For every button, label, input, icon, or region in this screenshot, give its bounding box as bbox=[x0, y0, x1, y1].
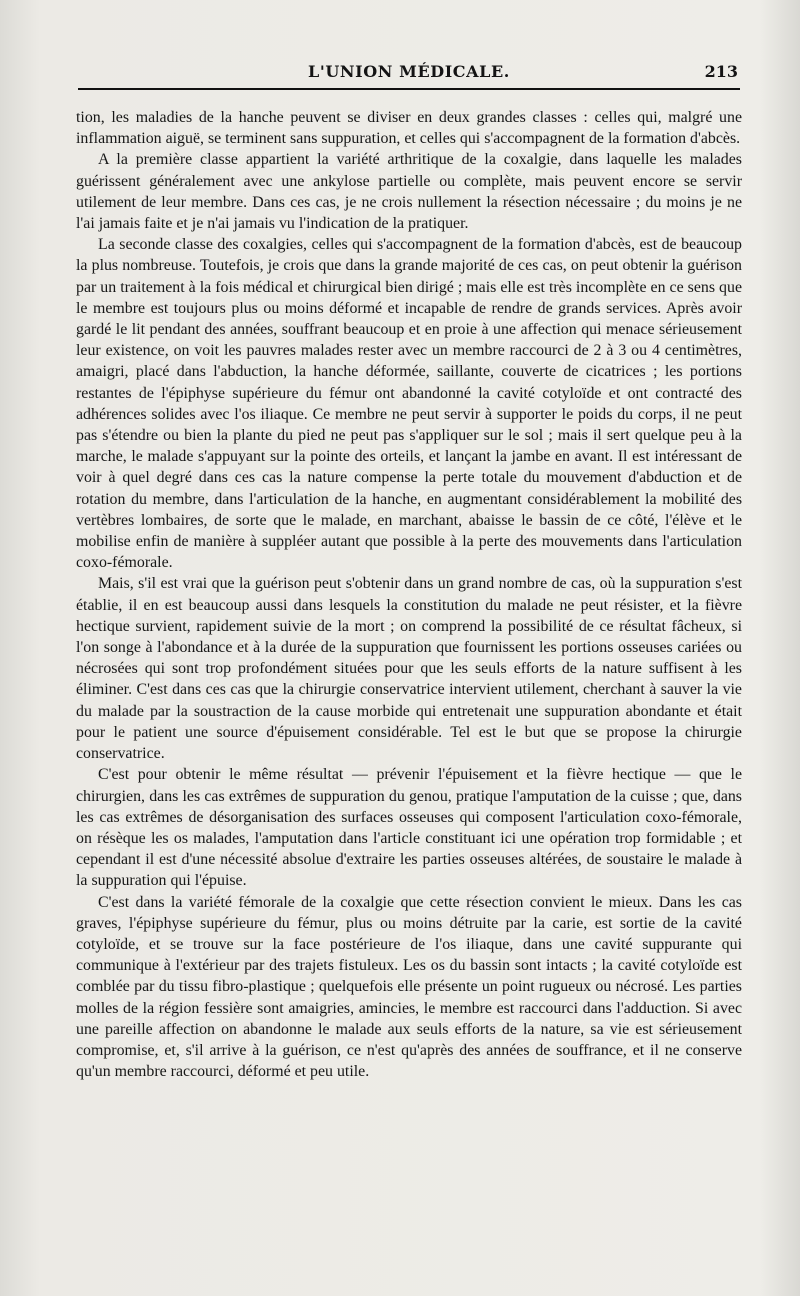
page-header bbox=[78, 60, 740, 90]
paragraph-2: A la première classe appartient la variété arthritique de la coxalgie, dans laquelle les malades guérissent généralement avec une ankylose partielle ou complète, mais peuvent encore se servir utilement de leur membre. Dans ces cas, je ne crois nullement la résection nécessaire ; du moins je ne l'ai jamais faite et je n'ai jamais vu l'indication de la pratiquer. bbox=[76, 151, 742, 233]
running-title: L'UNION MÉDICALE. bbox=[308, 62, 510, 81]
paragraph-6: C'est dans la variété fémorale de la coxalgie que cette résection convient le mieux. Dans les cas graves, l'épiphyse supérieure du fémur, plus ou moins détruite par la carie, est sortie de la cavité cotyloïde, et se trouve sur la face postérieure de l'os iliaque, dans une cavité suppurante qui communique à l'extérieur par des trajets fistuleux. Les os du bassin sont intacts ; la cavité cotyloïde est comblée par du tissu fibro-plastique ; quelquefois elle présente un point rugueux ou nécrosé. Les parties molles de la région fessière sont amaigries, amincies, le membre est raccourci dans l'adduction. Si avec une pareille affection on abandonne le malade aux seuls efforts de la nature, sa vie est sérieusement compromise, et, s'il arrive à la guérison, ce n'est qu'après des années de souffrance, et il ne conserve qu'un membre raccourci, déformé et peu utile. bbox=[76, 893, 742, 1081]
paragraph-4: Mais, s'il est vrai que la guérison peut s'obtenir dans un grand nombre de cas, où la suppuration s'est établie, il en est beaucoup aussi dans lesquels la constitution du malade ne peut résister, et la fièvre hectique survient, rapidement suivie de la mort ; on comprend la possibilité de ce résultat fâcheux, si l'on songe à l'abondance et à la durée de la suppuration que fournissent les portions osseuses cariées ou nécrosées qui sont trop profondément situées pour que les seuls efforts de la nature suffisent à les éliminer. C'est dans ces cas que la chirurgie conservatrice intervient utilement, cherchant à sauver la vie du malade par la soustraction de la cause morbide qui entretenait une suppuration abondante et était pour le patient une source d'épuisement considérable. Tel est le but que se propose la chirurgie conservatrice. bbox=[76, 575, 742, 763]
paragraph-3: La seconde classe des coxalgies, celles qui s'accompagnent de la formation d'abcès, est de beaucoup la plus nombreuse. Toutefois, je crois que dans la grande majorité de ces cas, on peut obtenir la guérison par un traitement à la fois médical et chirurgical bien dirigé ; mais elle est très incomplète en ce sens que le membre est toujours plus ou moins déformé et incapable de rendre de grands services. Après avoir gardé le lit pendant des années, souffrant beaucoup et en proie à une affection qui menace sérieusement leur existence, on voit les pauvres malades rester avec un membre raccourci de 2 à 3 ou 4 centimètres, amaigri, placé dans l'abduction, la hanche déformée, saillante, couverte de cicatrices ; les portions restantes de l'épiphyse supérieure du fémur ont abandonné la cavité cotyloïde et ont contracté des adhérences solides avec l'os iliaque. Ce membre ne peut servir à supporter le poids du corps, il ne peut pas s'étendre ou bien la plante du pied ne peut pas s'appliquer sur le sol ; mais il sert quelque peu à la marche, le malade s'appuyant sur la pointe des orteils, et lançant la jambe en avant. Il est intéressant de voir à quel degré dans ces cas la nature compense la perte totale du mouvement d'abduction et de rotation du membre, dans l'articulation de la hanche, en augmentant considérablement la mobilité des vertèbres lombaires, de sorte que le malade, en marchant, abaisse le bassin de ce côté, l'élève et le mobilise enfin de manière à suppléer autant que possible à la perte des mouvements dans l'articulation coxo-fémorale. bbox=[76, 236, 742, 572]
body-text bbox=[76, 107, 742, 1082]
paragraph-5: C'est pour obtenir le même résultat — prévenir l'épuisement et la fièvre hectique — que le chirurgien, dans les cas extrêmes de suppuration du genou, pratique l'amputation de la cuisse ; que, dans les cas extrêmes de désorganisation des surfaces osseuses qui composent l'articulation coxo-fémorale, on résèque les os malades, l'amputation dans l'article constituant ici une opération trop formidable ; et cependant il est d'une nécessité absolue d'extraire les parties osseuses altérées, de soustaire le malade à la suppuration qui l'épuise. bbox=[76, 766, 742, 890]
page-number: 213 bbox=[704, 62, 738, 81]
paragraph-1: tion, les maladies de la hanche peuvent se diviser en deux grandes classes : celles qui, malgré une inflammation aiguë, se terminent sans suppuration, et celles qui s'accompagnent de la formation d'abcès. bbox=[76, 109, 742, 148]
